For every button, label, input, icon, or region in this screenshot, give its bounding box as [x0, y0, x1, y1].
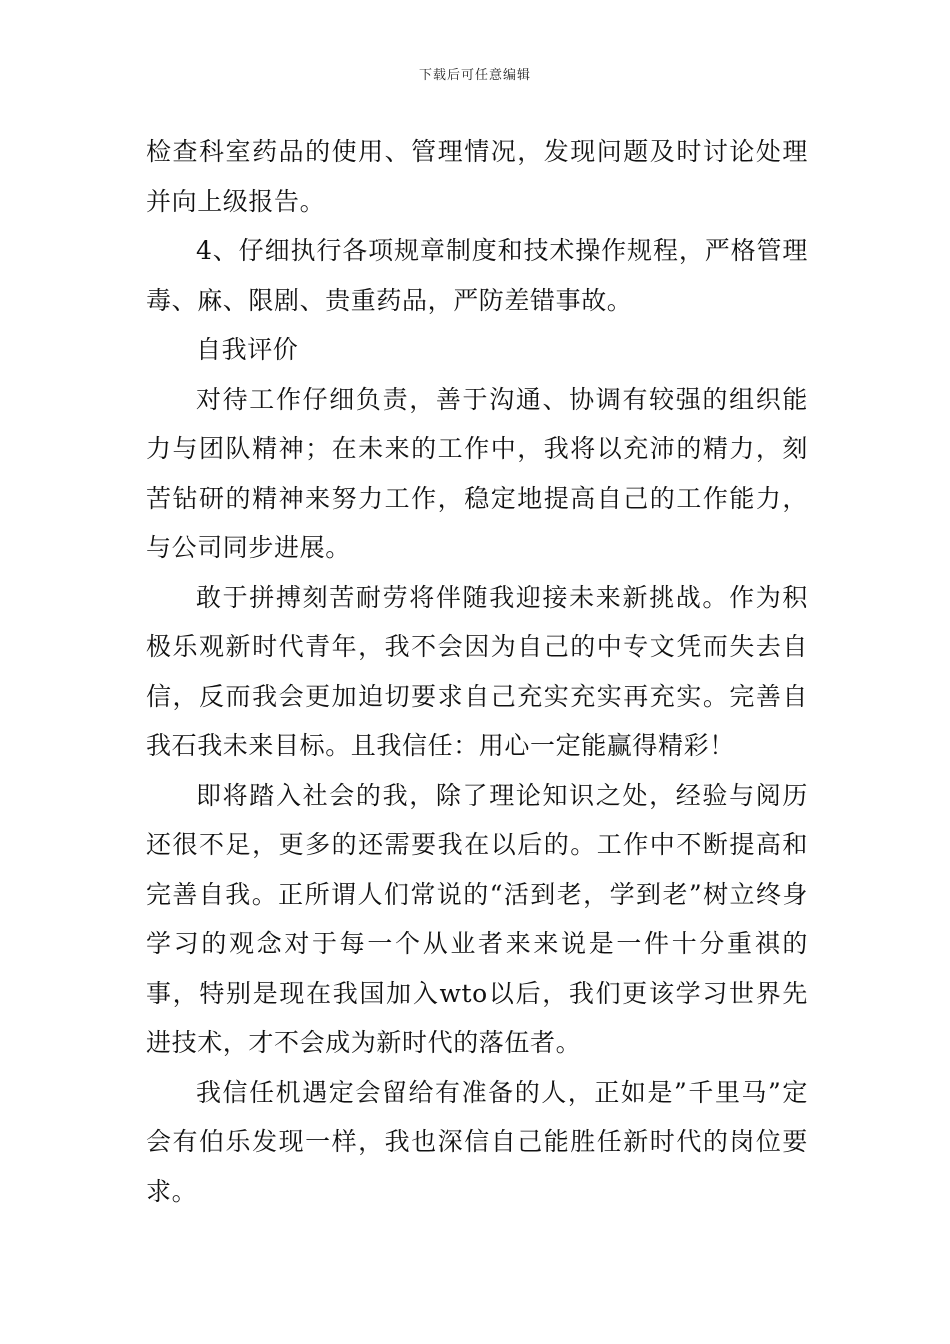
document-body [146, 127, 808, 1216]
paragraph: 敢于拼搏刻苦耐劳将伴随我迎接未来新挑战。作为积极乐观新时代青年，我不会因为自己的中专文凭而失去自信，反而我会更加迫切要求自己充实充实再充实。完善自我石我未来目标。且我信任：用心一定能赢得精彩！ [146, 582, 808, 760]
paragraph: 检查科室药品的使用、管理情况，发现问题及时讨论处理并向上级报告。 [146, 137, 808, 216]
paragraph: 对待工作仔细负责，善于沟通、协调有较强的组织能力与团队精神；在未来的工作中，我将以充沛的精力，刻苦钻研的精神来努力工作，稳定地提高自己的工作能力，与公司同步进展。 [146, 384, 808, 562]
paragraph: 我信任机遇定会留给有准备的人，正如是”千里马”定会有伯乐发现一样，我也深信自己能胜任新时代的岗位要求。 [146, 1077, 808, 1206]
paragraph: 4、仔细执行各项规章制度和技术操作规程，严格管理毒、麻、限剧、贵重药品，严防差错事故。 [146, 236, 808, 315]
page-header: 下载后可任意编辑 [418, 68, 531, 83]
paragraph: 即将踏入社会的我，除了理论知识之处，经验与阅历还很不足，更多的还需要我在以后的。工作中不断提高和完善自我。正所谓人们常说的“活到老，学到老”树立终身学习的观念对于每一个从业者来来说是一件十分重祺的事，特别是现在我国加入wto以后，我们更该学习世界先进技术，才不会成为新时代的落伍者。 [146, 780, 808, 1057]
section-heading: 自我评价 [196, 335, 299, 364]
